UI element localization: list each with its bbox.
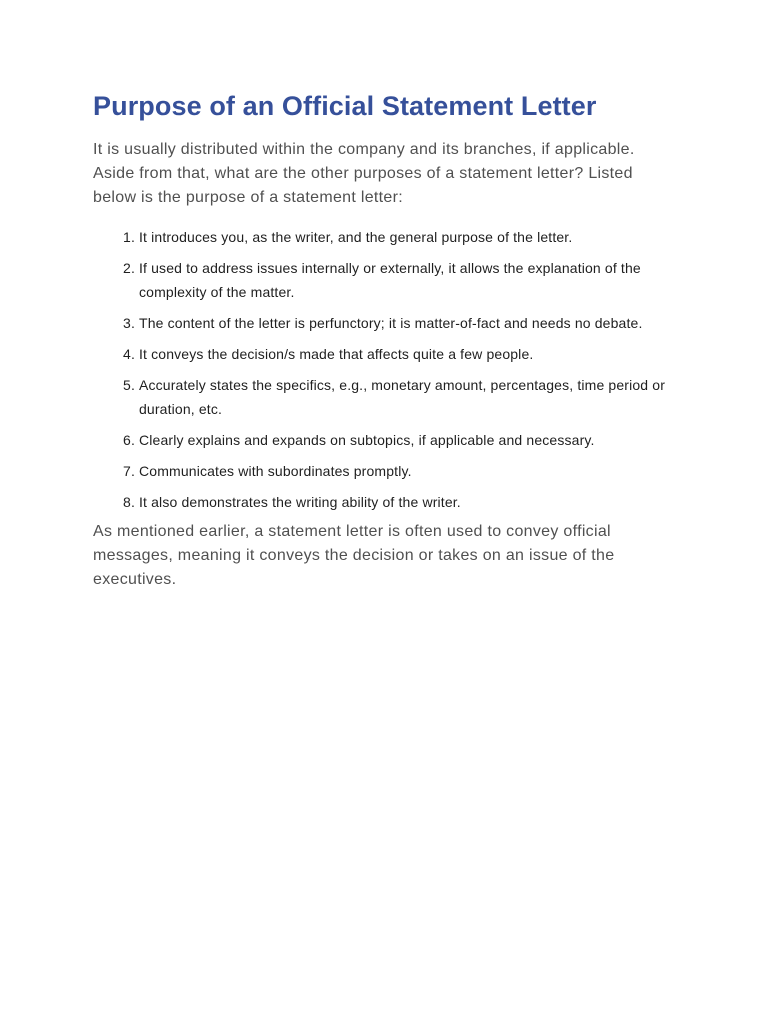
list-item: [93, 342, 678, 366]
list-item-number: 6.: [123, 432, 135, 448]
list-item-text: Communicates with subordinates promptly.: [139, 463, 412, 479]
list-item-number: 2.: [123, 260, 135, 276]
list-item: [93, 311, 678, 335]
list-item-number: 8.: [123, 494, 135, 510]
list-item: [93, 490, 678, 514]
list-item-text: The content of the letter is perfunctory; it is matter-of-fact and needs no debate.: [139, 315, 643, 331]
list-item: [93, 225, 678, 249]
list-item: [93, 373, 678, 421]
list-item: [93, 459, 678, 483]
list-item-text: It also demonstrates the writing ability of the writer.: [139, 494, 461, 510]
intro-paragraph: It is usually distributed within the company and its branches, if applicable. Aside from that, what are the other purposes of a statement letter? Listed below is the purpose of a statement letter:: [93, 141, 635, 206]
list-item-number: 7.: [123, 463, 135, 479]
closing-paragraph: As mentioned earlier, a statement letter is often used to convey official messages, meaning it conveys the decision or takes on an issue of the executives.: [93, 523, 615, 588]
list-item-text: Accurately states the specifics, e.g., monetary amount, percentages, time period or duration, etc.: [139, 377, 666, 417]
list-item-number: 1.: [123, 229, 135, 245]
document-content: [93, 88, 678, 592]
list-item-number: 4.: [123, 346, 135, 362]
list-item-text: It conveys the decision/s made that affects quite a few people.: [139, 346, 534, 362]
page-title: Purpose of an Official Statement Letter: [93, 91, 597, 121]
list-item-text: It introduces you, as the writer, and the general purpose of the letter.: [139, 229, 573, 245]
list-item: [93, 428, 678, 452]
list-item-text: If used to address issues internally or externally, it allows the explanation of the complexity of the matter.: [139, 260, 641, 300]
list-item-text: Clearly explains and expands on subtopics, if applicable and necessary.: [139, 432, 595, 448]
list-item: [93, 256, 678, 304]
purpose-list: [93, 225, 678, 514]
list-item-number: 5.: [123, 377, 135, 393]
list-item-number: 3.: [123, 315, 135, 331]
